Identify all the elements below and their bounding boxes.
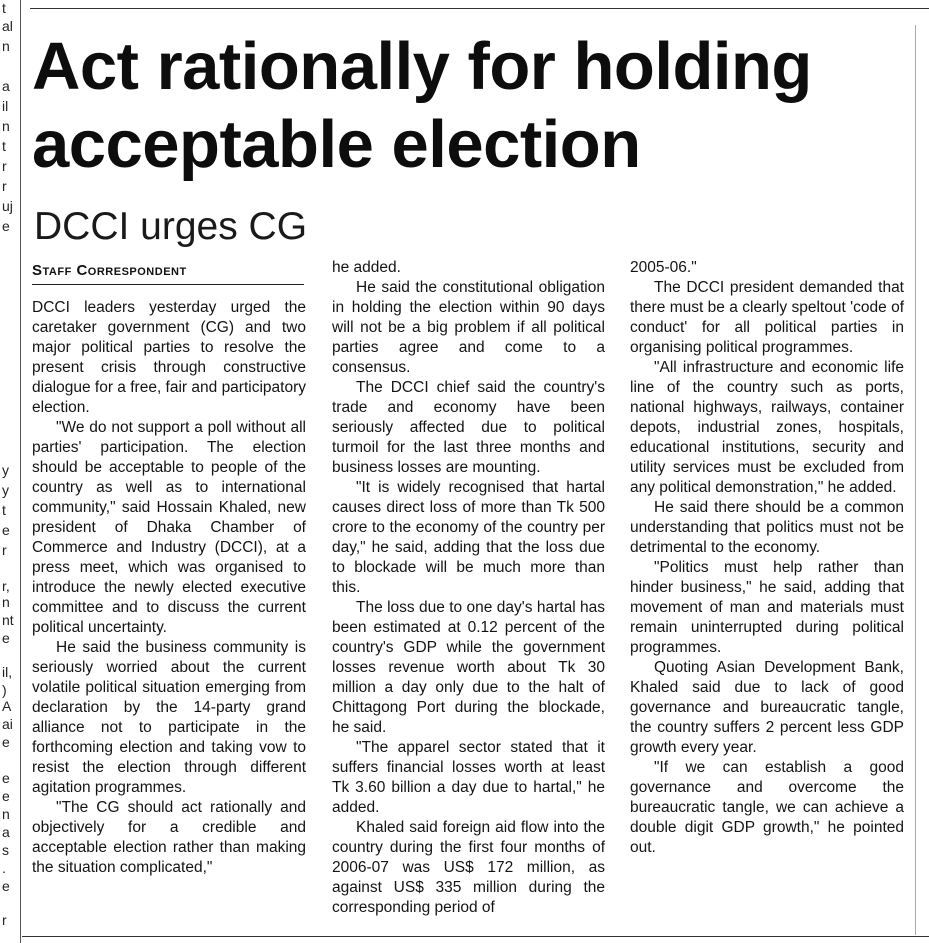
paragraph: Khaled said foreign aid flow into the country during the first four months of 2006-07 was US$ 172 million, as against US$ 335 million during the corresponding period of: [332, 819, 605, 916]
paragraph: "The CG should act rationally and objectively for a credible and acceptable election rather than making the situation complicated,": [32, 799, 306, 876]
paragraph: he added.: [332, 259, 401, 276]
clipped-text-fragment: e: [2, 630, 10, 646]
clipped-text-fragment: r,: [2, 578, 10, 594]
headline: Act rationally for holding acceptable election: [32, 29, 812, 182]
clipped-text-fragment: ai: [2, 716, 13, 732]
clipped-text-fragment: e: [2, 788, 10, 804]
clipped-text-fragment: s: [2, 842, 9, 858]
paragraph: DCCI leaders yesterday urged the caretaker government (CG) and two major political parties to resolve the present crisis through constructive dialogue for a free, fair and participatory election.: [32, 299, 306, 416]
clipped-text-fragment: al: [2, 18, 13, 34]
paragraph: He said there should be a common understanding that politics must not be detrimental to the economy.: [630, 499, 904, 556]
clipped-text-fragment: n: [2, 594, 10, 610]
clipped-text-fragment: n: [2, 38, 10, 54]
clipped-text-fragment: il,: [2, 664, 13, 680]
paragraph: "The apparel sector stated that it suffers financial losses worth at least Tk 3.60 billion a day due to hartal," he added.: [332, 739, 605, 816]
byline-rule: [32, 284, 304, 285]
subheadline: DCCI urges CG: [34, 205, 308, 248]
clipped-text-fragment: t: [2, 138, 6, 154]
bottom-rule: [22, 936, 929, 937]
paragraph: 2005-06.": [630, 259, 697, 276]
clipped-text-fragment: e: [2, 734, 10, 750]
clipped-text-fragment: r: [2, 158, 7, 174]
clipped-text-fragment: y: [2, 482, 9, 498]
paragraph: "Politics must help rather than hinder business," he said, adding that movement of man and materials must remain uninterrupted during political programmes.: [630, 559, 904, 656]
clipped-text-fragment: r: [2, 178, 7, 194]
clipped-text-fragment: e: [2, 218, 10, 234]
clipped-text-fragment: y: [2, 462, 9, 478]
paragraph: The loss due to one day's hartal has been estimated at 0.12 percent of the country's GDP while the government losses revenue worth about Tk 30 million a day only due to the halt of Chittagong Port during the blockade, he said.: [332, 599, 605, 736]
paragraph: The DCCI president demanded that there must be a clearly speltout 'code of conduct' for all political parties in organising political programmes.: [630, 279, 904, 356]
clipped-text-fragment: il: [2, 98, 9, 114]
column-rule: [915, 25, 916, 935]
clipped-text-fragment: a: [2, 78, 10, 94]
clipped-text-fragment: t: [2, 502, 6, 518]
article-column-2: [332, 258, 605, 918]
paragraph: "All infrastructure and economic life line of the country such as ports, national highways, railways, container depots, industrial zones, hospitals, educational institutions, security and utility services must be excluded from any political demonstration," he added.: [630, 359, 904, 496]
paragraph: "We do not support a poll without all parties' participation. The election should be acceptable to people of the country as well as to international community," said Hossain Khaled, new president of Dhaka Chamber of Commerce and Industry (DCCI), at a press meet, which was organised to introduce the newly elected executive committee and to discuss the current political uncertainty.: [32, 419, 306, 636]
clipped-text-fragment: n: [2, 118, 10, 134]
clipped-text-fragment: r: [2, 912, 7, 928]
paragraph: The DCCI chief said the country's trade and economy have been seriously affected due to political turmoil for the last three months and business losses are mounting.: [332, 379, 605, 476]
clipped-text-fragment: .: [2, 860, 6, 876]
paragraph: "If we can establish a good governance and overcome the bureaucratic tangle, we can achieve a double digit GDP growth," he pointed out.: [630, 759, 904, 856]
clipped-text-fragment: r: [2, 542, 7, 558]
top-rule: [30, 8, 929, 9]
clipped-text-fragment: n: [2, 806, 10, 822]
clipped-text-fragment: A: [2, 698, 12, 714]
clipped-text-fragment: e: [2, 770, 10, 786]
paragraph: "It is widely recognised that hartal causes direct loss of more than Tk 500 crore to the economy of the country per day," he said, adding that the loss due to blockade will be much more than this.: [332, 479, 605, 596]
clipped-text-fragment: e: [2, 878, 10, 894]
paragraph: He said the business community is seriously worried about the current volatile political situation emerging from declaration by the 14-party grand alliance not to participate in the forthcoming election and taking vow to resist the election through different agitation programmes.: [32, 639, 306, 796]
byline: Staff Correspondent: [32, 262, 187, 279]
paragraph: He said the constitutional obligation in holding the election within 90 days will not be a big problem if all political parties agree and come to a consensus.: [332, 279, 605, 376]
clipped-text-fragment: a: [2, 824, 10, 840]
clipped-text-fragment: t: [2, 0, 6, 16]
article-column-1: [32, 298, 306, 878]
clipped-text-fragment: e: [2, 522, 10, 538]
article-column-3: [630, 258, 904, 858]
clipped-text-fragment: uj: [2, 198, 13, 214]
adjacent-article-clipping: [0, 0, 21, 943]
clipped-text-fragment: ): [2, 682, 7, 698]
clipped-text-fragment: nt: [2, 612, 14, 628]
paragraph: Quoting Asian Development Bank, Khaled said due to lack of good governance and bureaucratic tangle, the country suffers 2 percent less GDP growth every year.: [630, 659, 904, 756]
